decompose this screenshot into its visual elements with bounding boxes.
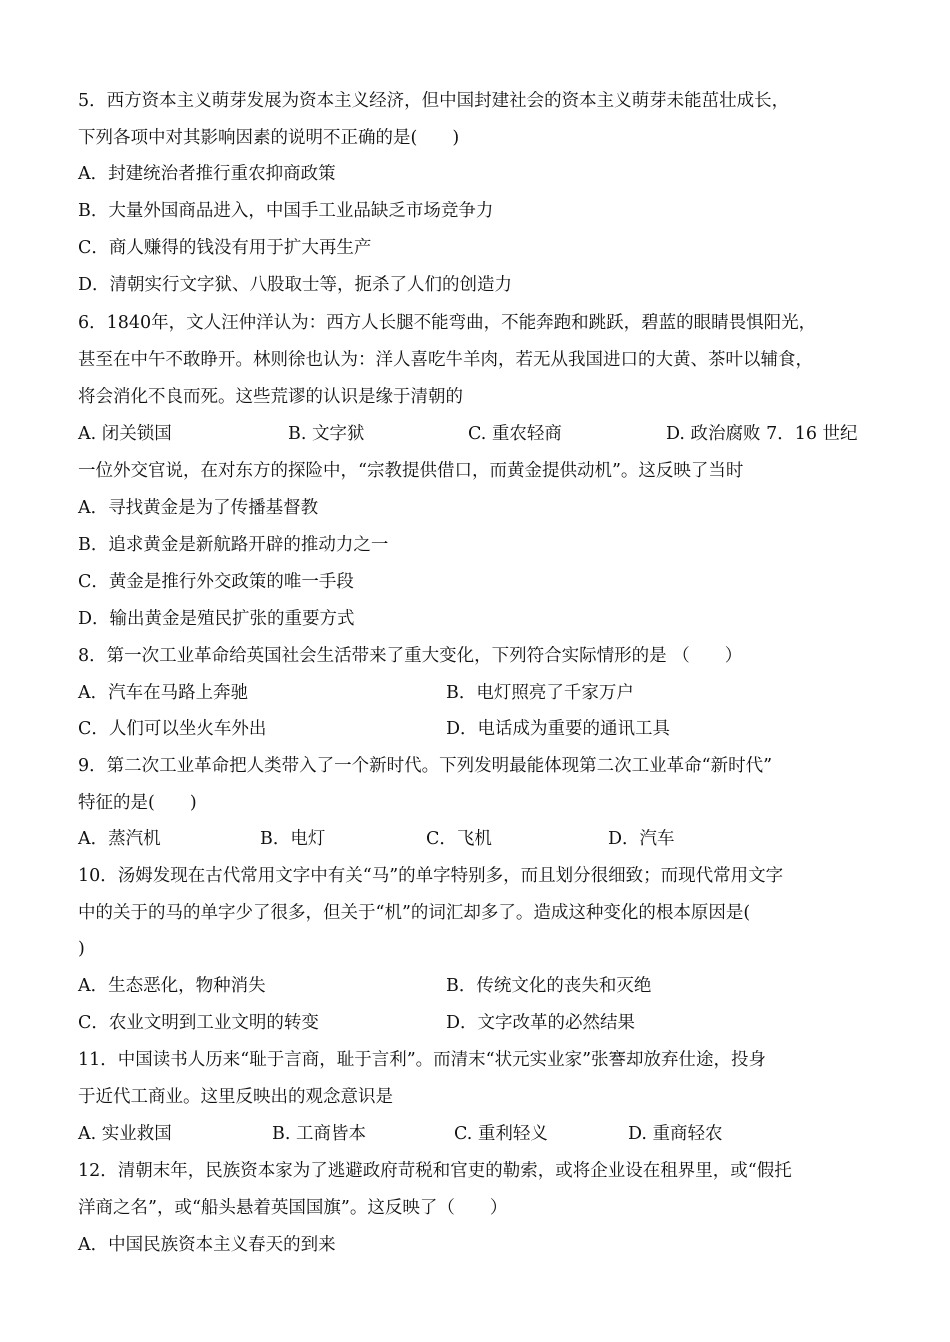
q10-stem-line1: 10．汤姆发现在古代常用文字中有关“马”的单字特别多，而且划分很细致；而现代常用文字 — [78, 866, 784, 886]
q7-option-a: A．寻找黄金是为了传播基督教 — [78, 498, 319, 518]
q8-option-a: A．汽车在马路上奔驰 — [78, 683, 249, 703]
q8-options-row1 — [78, 680, 890, 706]
q12-option-a: A．中国民族资本主义春天的到来 — [78, 1235, 336, 1255]
q6-options-row — [78, 421, 890, 447]
q8-option-d: D．电话成为重要的通讯工具 — [446, 719, 671, 739]
q5-option-a: A．封建统治者推行重农抑商政策 — [78, 164, 336, 184]
q6-stem-line3: 将会消化不良而死。这些荒谬的认识是缘于清朝的 — [78, 387, 463, 407]
q9-option-b: B．电灯 — [260, 829, 326, 849]
q11-option-b: B. 工商皆本 — [272, 1124, 366, 1144]
q9-option-d: D．汽车 — [608, 829, 675, 849]
q11-option-a: A. 实业救国 — [78, 1124, 172, 1144]
q12-stem-line1: 12．清朝末年，民族资本家为了逃避政府苛税和官吏的勒索，或将企业设在租界里，或“假托 — [78, 1161, 792, 1181]
q9-stem-line1: 9．第二次工业革命把人类带入了一个新时代。下列发明最能体现第二次工业革命“新时代” — [78, 756, 773, 776]
q10-option-d: D．文字改革的必然结果 — [446, 1013, 636, 1033]
q6-stem-line1: 6．1840年，文人汪仲洋认为：西方人长腿不能弯曲，不能奔跑和跳跃，碧蓝的眼睛畏惧阳光， — [78, 313, 817, 333]
q10-stem-line2: 中的关于的马的单字少了很多，但关于“机”的词汇却多了。造成这种变化的根本原因是( — [78, 903, 751, 923]
q5-stem-line1: 5．西方资本主义萌芽发展为资本主义经济，但中国封建社会的资本主义萌芽未能茁壮成长， — [78, 91, 790, 111]
q10-option-c: C．农业文明到工业文明的转变 — [78, 1013, 319, 1033]
q9-options-row — [78, 826, 890, 852]
q9-stem-line2: 特征的是( ) — [78, 793, 197, 813]
q7-option-d: D．输出黄金是殖民扩张的重要方式 — [78, 609, 355, 629]
q11-stem-line2: 于近代工商业。这里反映出的观念意识是 — [78, 1087, 393, 1107]
q8-option-b: B．电灯照亮了千家万户 — [446, 683, 634, 703]
q11-stem-line1: 11．中国读书人历来“耻于言商，耻于言利”。而清末“状元实业家”张謇却放弃仕途，投身 — [78, 1050, 767, 1070]
q6-option-a: A. 闭关锁国 — [78, 424, 172, 444]
q9-option-a: A．蒸汽机 — [78, 829, 161, 849]
q10-option-a: A．生态恶化，物种消失 — [78, 976, 266, 996]
q8-options-row2 — [78, 716, 890, 742]
q7-option-c: C．黄金是推行外交政策的唯一手段 — [78, 572, 354, 592]
q6-stem-line2: 甚至在中午不敢睁开。林则徐也认为：洋人喜吃牛羊肉，若无从我国进口的大黄、茶叶以辅食， — [78, 350, 813, 370]
q6-option-b: B. 文字狱 — [288, 424, 365, 444]
q5-stem-line2: 下列各项中对其影响因素的说明不正确的是( ) — [78, 128, 460, 148]
q11-options-row — [78, 1121, 890, 1147]
q7-option-b: B．追求黄金是新航路开辟的推动力之一 — [78, 535, 389, 555]
q10-stem-line3: ) — [78, 939, 85, 959]
q5-option-c: C．商人赚得的钱没有用于扩大再生产 — [78, 238, 372, 258]
q11-option-d: D. 重商轻农 — [628, 1124, 723, 1144]
q6-option-c: C. 重农轻商 — [468, 424, 562, 444]
q12-stem-line2: 洋商之名”，或“船头悬着英国国旗”。这反映了（ ） — [78, 1198, 508, 1218]
q8-option-c: C．人们可以坐火车外出 — [78, 719, 267, 739]
q11-option-c: C. 重利轻义 — [454, 1124, 548, 1144]
q6-option-d: D. 政治腐败 7．16 世纪 — [666, 424, 858, 444]
q9-option-c: C．飞机 — [426, 829, 492, 849]
q5-option-b: B．大量外国商品进入，中国手工业品缺乏市场竞争力 — [78, 201, 494, 221]
q7-stem-line: 一位外交官说，在对东方的探险中，“宗教提供借口，而黄金提供动机”。这反映了当时 — [78, 461, 744, 481]
q5-option-d: D．清朝实行文字狱、八股取士等，扼杀了人们的创造力 — [78, 275, 513, 295]
q8-stem-line: 8．第一次工业革命给英国社会生活带来了重大变化，下列符合实际情形的是 （ ） — [78, 646, 743, 666]
q10-options-row2 — [78, 1010, 890, 1036]
q10-options-row1 — [78, 973, 890, 999]
q10-option-b: B．传统文化的丧失和灭绝 — [446, 976, 652, 996]
